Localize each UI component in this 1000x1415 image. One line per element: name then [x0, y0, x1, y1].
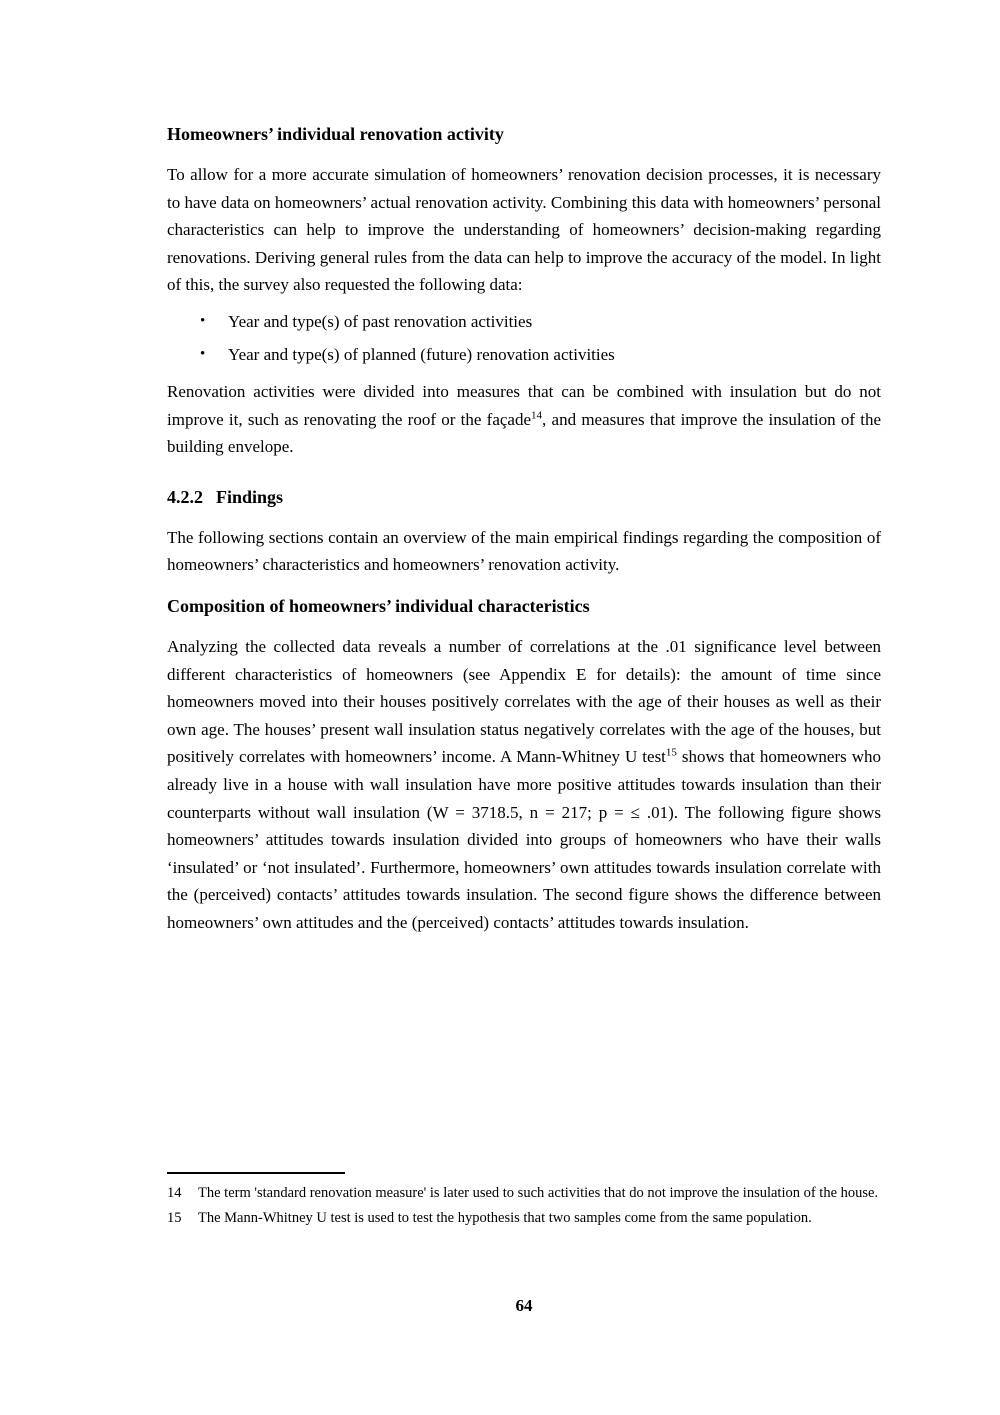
paragraph-intro: To allow for a more accurate simulation of homeowners’ renovation decision processes, it is necessary to have data on homeowners’ actual renovation activity. Combining this data with homeowners’ personal characteristics can help to improve the understanding of homeowners’ decision-making regarding renovations. Deriving general rules from the data can help to improve the accuracy of the model. In light of this, the survey also requested the following data: — [167, 165, 881, 295]
footnote-separator — [167, 1172, 345, 1174]
paragraph-renovation-part1: Renovation activities were divided into measures that can be combined with insulation but do not improve it, such as renovating the roof or the façade — [167, 381, 881, 429]
footnote-14 — [167, 1181, 881, 1206]
paragraph-analysis-part1: Analyzing the collected data reveals a number of correlations at the .01 significance level between different characteristics of homeowners (see Appendix E for details): the amount of time since homeowners moved into their houses positively correlates with the age of their houses as well as their own age. The houses’ present wall insulation status negatively correlates with the age of the houses, but positively correlates with homeowners’ income. A Mann-Whitney U test — [167, 636, 881, 767]
footnote-number: 15 — [167, 1209, 182, 1226]
bullet-text: Year and type(s) of past renovation activities — [228, 311, 533, 331]
paragraph-analysis — [167, 633, 881, 937]
page-content — [167, 120, 881, 936]
paragraph-analysis-part2: shows that homeowners who already live in a house with wall insulation have more positive attitudes towards insulation than their counterparts without wall insulation (W = 3718.5, n = 217; p = ≤ .01). The following figure shows homeowners’ attitudes towards insulation divided into groups of homeowners who have their walls ‘insulated’ or ‘not insulated’. Furthermore, homeowners’ own attitudes towards insulation correlate with the (perceived) contacts’ attitudes towards insulation. The second figure shows the difference between homeowners’ own attitudes and the (perceived) contacts’ attitudes towards insulation. — [167, 747, 881, 932]
bullet-text: Year and type(s) of planned (future) renovation activities — [228, 345, 615, 365]
paragraph-findings-overview: The following sections contain an overview of the main empirical findings regarding the composition of homeowners’ characteristics and homeowners’ renovation activity. — [167, 527, 881, 575]
footnote-area — [167, 1172, 881, 1230]
footnote-number: 14 — [167, 1185, 182, 1201]
bullet-icon: • — [200, 346, 206, 363]
page-number: 64 — [515, 1296, 533, 1315]
section-heading-findings — [167, 483, 881, 511]
heading-homeowners-renovation-activity: Homeowners’ individual renovation activity — [167, 124, 504, 144]
section-title: Findings — [216, 486, 284, 507]
paragraph-renovation-part2: , and measures that improve the insulation of the building envelope. — [167, 409, 882, 457]
heading-composition-characteristics: Composition of homeowners’ individual characteristics — [167, 595, 590, 616]
footnote-text: The term 'standard renovation measure' is later used to such activities that do not improve the insulation of the house. — [198, 1185, 879, 1201]
footnote-15 — [167, 1206, 881, 1231]
footnote-ref-15: 15 — [665, 746, 677, 759]
footnote-text: The Mann-Whitney U test is used to test the hypothesis that two samples come from the same population. — [198, 1209, 812, 1226]
paragraph-renovation-measures — [167, 378, 881, 461]
bullet-list — [167, 308, 881, 369]
list-item — [167, 341, 881, 369]
list-item — [167, 308, 881, 336]
section-number: 4.2.2 — [167, 486, 203, 507]
bullet-icon: • — [200, 312, 206, 329]
footnote-ref-14: 14 — [531, 408, 543, 421]
